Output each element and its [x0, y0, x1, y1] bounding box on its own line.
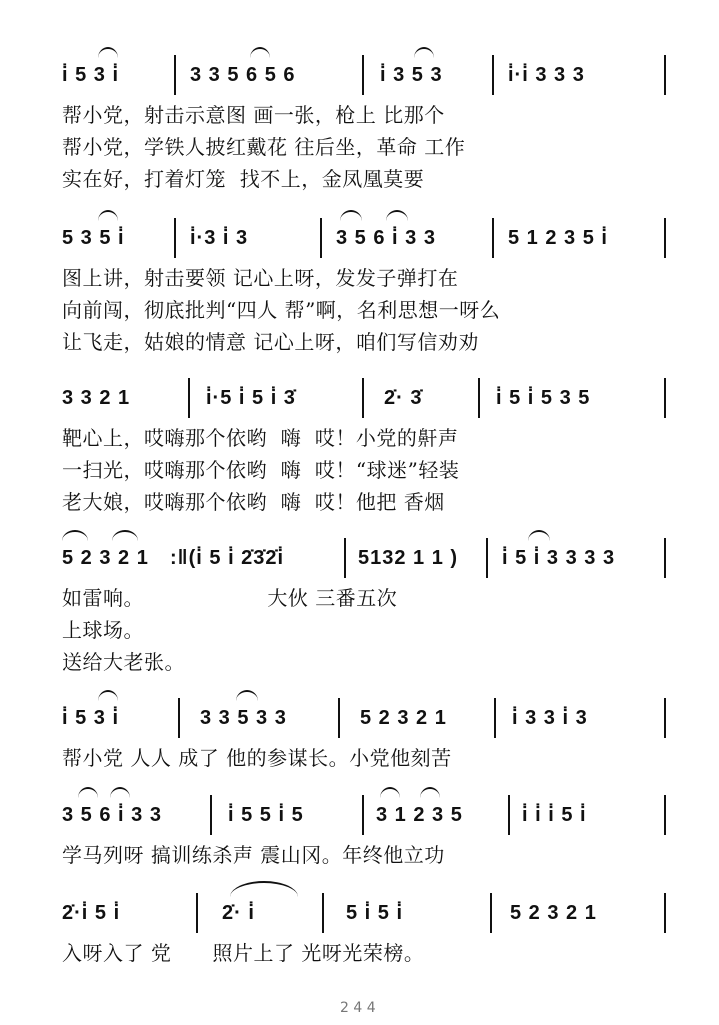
lyric-verse-2: 向前闯，彻底批判“四人 帮”啊，名利思想一呀么 — [62, 298, 501, 322]
lyric-verse-3: 实在好，打着灯笼 找不上，金凤凰莫要 — [62, 167, 425, 191]
measure-2: i̇·3 i̇ 3 — [190, 227, 249, 249]
measure-1: 5 2 3 2 1 — [62, 547, 149, 569]
barline — [492, 55, 494, 95]
lyric-verse-2: 一扫光，哎嗨那个依哟 嗨 哎！“球迷”轻装 — [62, 458, 460, 482]
slur — [98, 210, 118, 221]
slur — [340, 210, 362, 221]
measure-3: 2̇· 3̇ — [384, 387, 423, 409]
measure-4: i̇ i̇ i̇ 5 i̇ — [522, 804, 587, 826]
slur — [98, 47, 118, 58]
slur — [62, 530, 88, 541]
barline — [494, 698, 496, 738]
lyric-line: 帮小党 人人 成了 他的参谋长。小党他刻苦 — [62, 746, 452, 770]
measure-4: i̇ 5 i̇ 3 3 3 3 — [502, 547, 616, 569]
barline — [362, 795, 364, 835]
slur — [386, 210, 408, 221]
barline — [196, 893, 198, 933]
lyric-verse-1: 图上讲，射击要领 记心上呀，发发子弹打在 — [62, 266, 459, 290]
lyric-verse-1: 如雷响。 大伙 三番五次 — [62, 586, 398, 610]
slur — [420, 787, 440, 798]
measure-4: i̇·i̇ 3 3 3 — [508, 64, 585, 86]
barline — [338, 698, 340, 738]
barline — [188, 378, 190, 418]
barline — [322, 893, 324, 933]
barline — [362, 378, 364, 418]
lyric-verse-1: 帮小党，射击示意图 画一张，枪上 比那个 — [62, 103, 445, 127]
measure-1: i̇ 5 3 i̇ — [62, 707, 120, 729]
lyric-verse-3: 老大娘，哎嗨那个依哟 嗨 哎！他把 香烟 — [62, 490, 445, 514]
barline — [664, 538, 666, 578]
barline — [492, 218, 494, 258]
lyric-verse-3: 送给大老张。 — [62, 650, 185, 674]
lyric-verse-2: 帮小党，学铁人披红戴花 往后坐，革命 工作 — [62, 135, 466, 159]
barline — [362, 55, 364, 95]
barline — [490, 893, 492, 933]
slur — [250, 47, 270, 58]
slur — [528, 530, 550, 541]
measure-1: i̇ 5 3 i̇ — [62, 64, 120, 86]
numbered-staff — [0, 698, 719, 738]
barline — [664, 55, 666, 95]
slur — [380, 787, 400, 798]
measure-2: 2̇· i̇ — [222, 902, 255, 924]
page-number: 2 4 4 — [340, 1000, 376, 1016]
numbered-staff — [0, 55, 719, 95]
barline — [486, 538, 488, 578]
barline — [664, 378, 666, 418]
measure-1: 2̇·i̇ 5 i̇ — [62, 902, 121, 924]
barline — [664, 218, 666, 258]
barline — [178, 698, 180, 738]
slur — [110, 787, 130, 798]
barline — [478, 378, 480, 418]
measure-4: i̇ 3 3 i̇ 3 — [512, 707, 588, 729]
measure-2: i̇ 5 5 i̇ 5 — [228, 804, 304, 826]
barline — [210, 795, 212, 835]
slur — [78, 787, 98, 798]
measure-3: 3 1 2 3 5 — [376, 804, 463, 826]
measure-3: i̇ 3 5 3 — [380, 64, 443, 86]
barline — [664, 795, 666, 835]
slur — [98, 690, 118, 701]
numbered-staff — [0, 795, 719, 835]
numbered-staff — [0, 218, 719, 258]
barline — [664, 893, 666, 933]
measure-1: 3 5 6 i̇ 3 3 — [62, 804, 162, 826]
lyric-line: 入呀入了 党 照片上了 光呀光荣榜。 — [62, 941, 425, 965]
barline — [174, 55, 176, 95]
measure-3: 5132 1 1 ) — [358, 547, 459, 569]
barline — [174, 218, 176, 258]
measure-1: 5 3 5 i̇ — [62, 227, 125, 249]
measure-4: i̇ 5 i̇ 5 3 5 — [496, 387, 591, 409]
numbered-staff — [0, 893, 719, 933]
barline — [508, 795, 510, 835]
measure-2: 3 3 5 6 5 6 — [190, 64, 296, 86]
lyric-verse-1: 靶心上，哎嗨那个依哟 嗨 哎！小党的鼾声 — [62, 426, 459, 450]
lyric-line: 学马列呀 搞训练杀声 震山冈。年终他立功 — [62, 843, 445, 867]
measure-1: 3 3 2 1 — [62, 387, 131, 409]
lyric-verse-2: 上球场。 — [62, 618, 144, 642]
measure-2: i̇·5 i̇ 5 i̇ 3̇ — [206, 387, 296, 409]
measure-3: 5 i̇ 5 i̇ — [346, 902, 404, 924]
barline — [320, 218, 322, 258]
measure-3: 3 5 6 i̇ 3 3 — [336, 227, 436, 249]
numbered-staff — [0, 538, 719, 578]
measure-2: 3 3 5 3 3 — [200, 707, 287, 729]
numbered-staff — [0, 378, 719, 418]
measure-4: 5 1 2 3 5 i̇ — [508, 227, 608, 249]
barline — [664, 698, 666, 738]
slur — [236, 690, 258, 701]
lyric-verse-3: 让飞走，姑娘的情意 记心上呀，咱们写信劝劝 — [62, 330, 479, 354]
measure-3: 5 2 3 2 1 — [360, 707, 447, 729]
tie — [230, 881, 298, 897]
measure-2-repeat-interlude: :‖(i̇ 5 i̇ 2̇3̇2̇i̇ — [170, 547, 285, 569]
measure-4: 5 2 3 2 1 — [510, 902, 597, 924]
barline — [344, 538, 346, 578]
slur — [414, 47, 434, 58]
slur — [112, 530, 138, 541]
